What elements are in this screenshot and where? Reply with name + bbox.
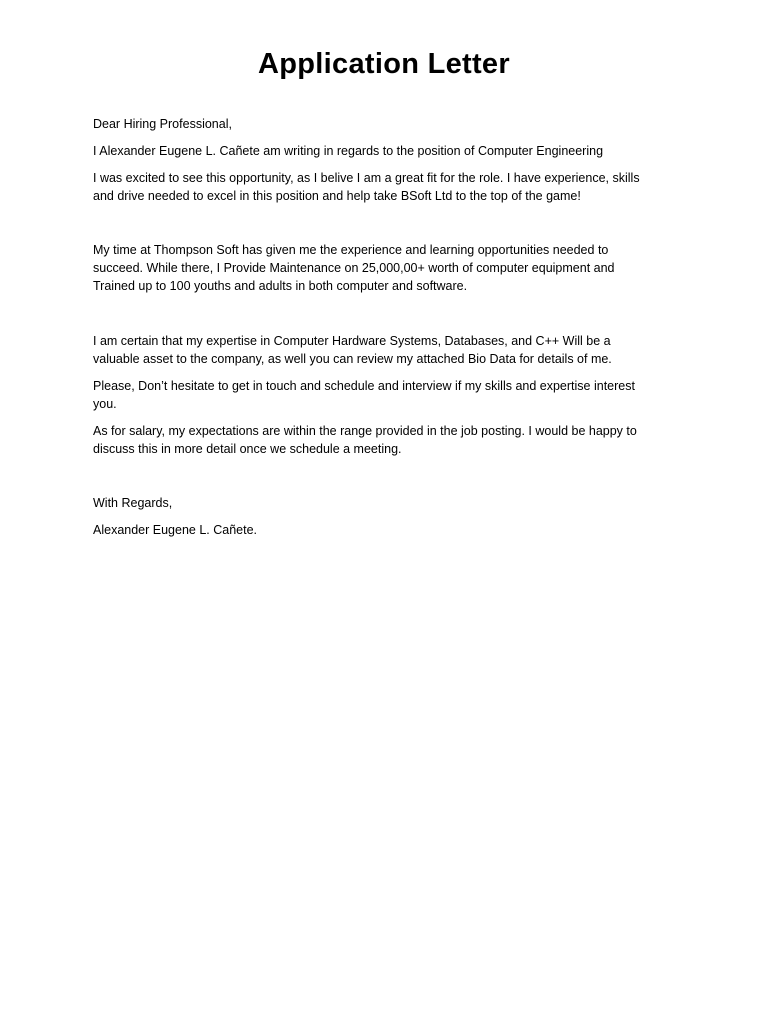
paragraph-line: you. (93, 397, 117, 411)
closing: With Regards, (93, 496, 173, 510)
paragraph-line: discuss this in more detail once we schedule a meeting. (93, 442, 402, 456)
paragraph-line: As for salary, my expectations are within the range provided in the job posting. I would be happy to (93, 424, 637, 438)
page-title: Application Letter (258, 48, 510, 80)
paragraph-expertise (93, 332, 673, 368)
paragraph-contact (93, 377, 673, 413)
paragraph-line: succeed. While there, I Provide Maintenance on 25,000,00+ worth of computer equipment and (93, 261, 615, 275)
paragraph-line: valuable asset to the company, as well you can review my attached Bio Data for details of me. (93, 352, 612, 366)
paragraph-line: Please, Don’t hesitate to get in touch and schedule and interview if my skills and expertise interest (93, 379, 635, 393)
intro-paragraph: I Alexander Eugene L. Cañete am writing in regards to the position of Computer Engineering (93, 144, 604, 158)
paragraph-line: I am certain that my expertise in Computer Hardware Systems, Databases, and C++ Will be a (93, 334, 611, 348)
paragraph-experience (93, 241, 673, 295)
paragraph-line: I was excited to see this opportunity, as I belive I am a great fit for the role. I have experience, skills (93, 171, 640, 185)
paragraph-opportunity (93, 169, 673, 205)
signature: Alexander Eugene L. Cañete. (93, 523, 258, 537)
paragraph-line: Trained up to 100 youths and adults in both computer and software. (93, 279, 468, 293)
paragraph-line: and drive needed to excel in this position and help take BSoft Ltd to the top of the game! (93, 189, 581, 203)
paragraph-salary (93, 422, 673, 458)
salutation: Dear Hiring Professional, (93, 117, 232, 131)
paragraph-line: My time at Thompson Soft has given me the experience and learning opportunities needed to (93, 243, 609, 257)
